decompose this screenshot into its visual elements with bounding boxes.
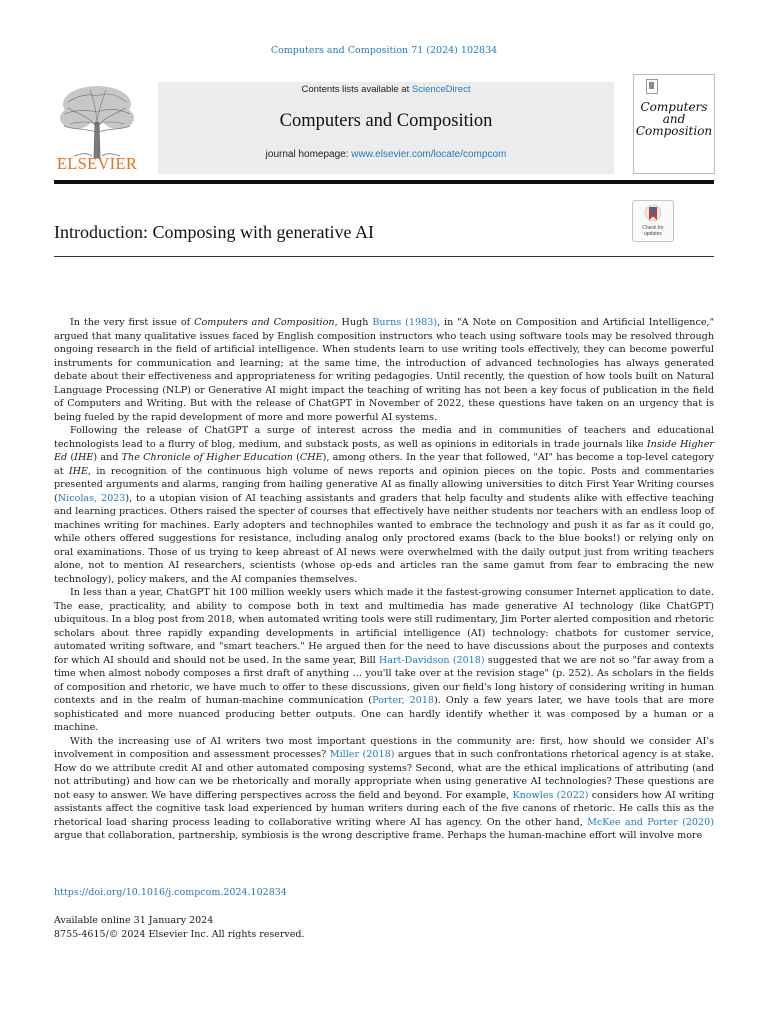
journal-cover-thumbnail[interactable]: [633, 74, 715, 174]
cover-mini-logo-icon: [646, 79, 658, 94]
citation-link-porter[interactable]: Porter, 2018: [372, 695, 435, 706]
text-run: considers how AI writing assistants affect the cognitive task load experienced by human writers during each of the five canons of rhetoric. He calls this as the rhetorical load sharing process leading to collaborative writing where AI has agency. On the other hand,: [54, 789, 714, 828]
publication-italic: The Chronicle of Higher Education: [121, 452, 293, 463]
bookmark-ribbon-icon: [644, 204, 662, 224]
text-run: Following the release of ChatGPT a surge of interest across the media and in communities of teachers and educational technologists lead to a flurry of blog, medium, and substack posts, as well as opinions in editorials in trade journals like: [54, 425, 714, 450]
available-online-date: Available online 31 January 2024: [54, 915, 214, 926]
homepage-prefix: journal homepage:: [265, 149, 352, 160]
text-run: In less than a year, ChatGPT hit 100 million weekly users which made it the fastest-growing consumer Internet application to date. The ease, practicality, and ability to compose both in text and multimedia has made generative AI technology (like ChatGPT) ubiquitous. In a blog post from 2018, when automated writing tools were still rudimentary, Jim Porter alerted composition and rhetoric scholars about three rapidly expanding developments in artificial intelligence (AI) technology: chatbots for customer service, automated writing software, and "smart teachers." He argued then for the need to have discussions about the purposes and contexts for which AI should and should not be used. In the same year, Bill: [54, 587, 714, 666]
text-run: ) and: [93, 452, 122, 463]
paragraph-4: [54, 735, 714, 843]
text-run: ), to a utopian vision of AI teaching assistants and graders that help faculty and students alike with effective teaching and learning practices. Others raised the specter of courses that effectively have neither students nor teachers with an endless loop of machines writing for machines. Early adopters and technophiles wanted to embrace the technology and push it as far as it could go, while others offered suggestions for resistance, including analog only proctored exams (back to the blue books!) or relying only on oral examinations. Those of us trying to keep abreast of AI news were overwhelmed with the daily output just from writing teachers alone, not to mention AI researchers, scientists (whose op-eds and articles ran the same gamut from fear to embracing the new technology), policy makers, and the AI companies themselves.: [54, 492, 714, 585]
text-run: (: [67, 452, 75, 463]
masthead: [54, 74, 714, 180]
text-run: suggested that we are not so "far away from a time when almost nobody composes a first draft of anything … you'll take over at the revision stage" (p. 252). As scholars in the fields of composition and rhetoric, we have much to offer to these discussions, given our field's long history of considering writing in human contexts and in the realm of human-machine communication (: [54, 654, 715, 706]
citation-link-hart-davidson[interactable]: Hart-Davidson (2018): [378, 654, 485, 666]
journal-italic: Computers and Composition: [194, 317, 335, 328]
title-divider: [54, 256, 714, 257]
text-run: , in "A Note on Composition and Artificial Intelligence," argued that many qualitative issues faced by English composition instructors who teach using software tools may be resolved through ongoing research in the field of artificial intelligence. When students learn to use writing tools effectively, they can become powerful instruments for communication and learning; at the same time, the introduction of advanced technologies has always generated debate about their effectiveness and appropriateness for writing pedagogies. Until recently, the question of how tools built on Natural Language Processing (NLP) or Generative AI might impact the teaching of writing has not been a key focus of publication in the field of Computers and Writing. But with the release of ChatGPT in November of 2022, these questions have taken on an urgency that is being fueled by the rapid development of more and more powerful AI systems.: [54, 317, 714, 423]
cover-title: Computers and Composition: [635, 100, 713, 138]
text-run: With the increasing use of AI writers two most important questions in the community are: first, how should we consider AI's involvement in composition and assessment processes?: [54, 735, 714, 760]
paragraph-2: [54, 424, 714, 586]
journal-banner: [158, 82, 614, 174]
check-for-updates-button[interactable]: [632, 200, 674, 242]
text-run: ), among others. In the year that followed, "AI" has become a top-level category at: [54, 452, 715, 477]
contents-prefix: Contents lists available at: [301, 84, 412, 95]
article-body: [54, 316, 714, 843]
doi-link[interactable]: https://doi.org/10.1016/j.compcom.2024.102834: [54, 887, 287, 898]
paragraph-1: [54, 316, 714, 424]
publication-italic: IHE: [74, 452, 94, 463]
check-for-updates-label: Check for updates: [642, 225, 664, 237]
text-run: argues that in such confrontations rhetorical agency is at stake. How do we attribute credit AI and other automated composing systems? Second, what are the ethical implications of attributing (and not attributing) and how can we be rhetorically and morally appropriate when using generative AI technologies? These questions are not easy to answer. We have differing perspectives across the field and beyond. For example,: [54, 749, 714, 801]
elsevier-logo: [54, 82, 140, 180]
text-run: ). Only a few years later, we have tools that are more sophisticated and more nuanced producing better outputs. One can hardly identify whether it was composed by a human or a machine.: [54, 695, 714, 733]
text-run: argue that collaboration, partnership, symbiosis is the wrong descriptive frame. Perhaps the human-machine effort will involve more: [54, 830, 703, 841]
text-run: , Hugh: [334, 317, 373, 328]
article-title: Introduction: Composing with generative AI: [54, 222, 374, 242]
publication-italic: IHE: [68, 465, 89, 477]
publisher-wordmark: ELSEVIER: [56, 154, 138, 173]
header-divider: [54, 180, 714, 184]
citation-link-nicolas[interactable]: Nicolas, 2023: [57, 492, 126, 504]
elsevier-tree-icon: [54, 82, 140, 160]
text-run: , in recognition of the continuous high volume of news reports and opinion pieces on the topic. Posts and commentaries presented arguments and alarms, ranging from hailing generative AI as finally allowing universities to ditch First Year Writing courses (: [54, 465, 715, 504]
text-run: (: [292, 452, 300, 463]
citation-link-miller[interactable]: Miller (2018): [329, 749, 395, 760]
text-run: In the very first issue of: [70, 317, 195, 328]
copyright-notice: 8755-4615/© 2024 Elsevier Inc. All rights reserved.: [54, 929, 305, 940]
citation-link-knowles[interactable]: Knowles (2022): [512, 789, 589, 801]
citation-link-burns[interactable]: Burns (1983): [372, 317, 438, 328]
journal-citation-link[interactable]: Computers and Composition 71 (2024) 102834: [270, 45, 498, 56]
sciencedirect-link[interactable]: ScienceDirect: [411, 84, 471, 95]
citation-link-mckee-porter[interactable]: McKee and Porter (2020): [587, 816, 714, 828]
homepage-line: [158, 149, 614, 160]
paragraph-3: [54, 586, 714, 735]
contents-line: [158, 84, 614, 95]
journal-name: Computers and Composition: [279, 111, 493, 131]
publication-italic: CHE: [299, 452, 323, 463]
journal-homepage-link[interactable]: www.elsevier.com/locate/compcom: [351, 149, 507, 160]
publication-italic: Inside Higher Ed: [54, 438, 714, 463]
